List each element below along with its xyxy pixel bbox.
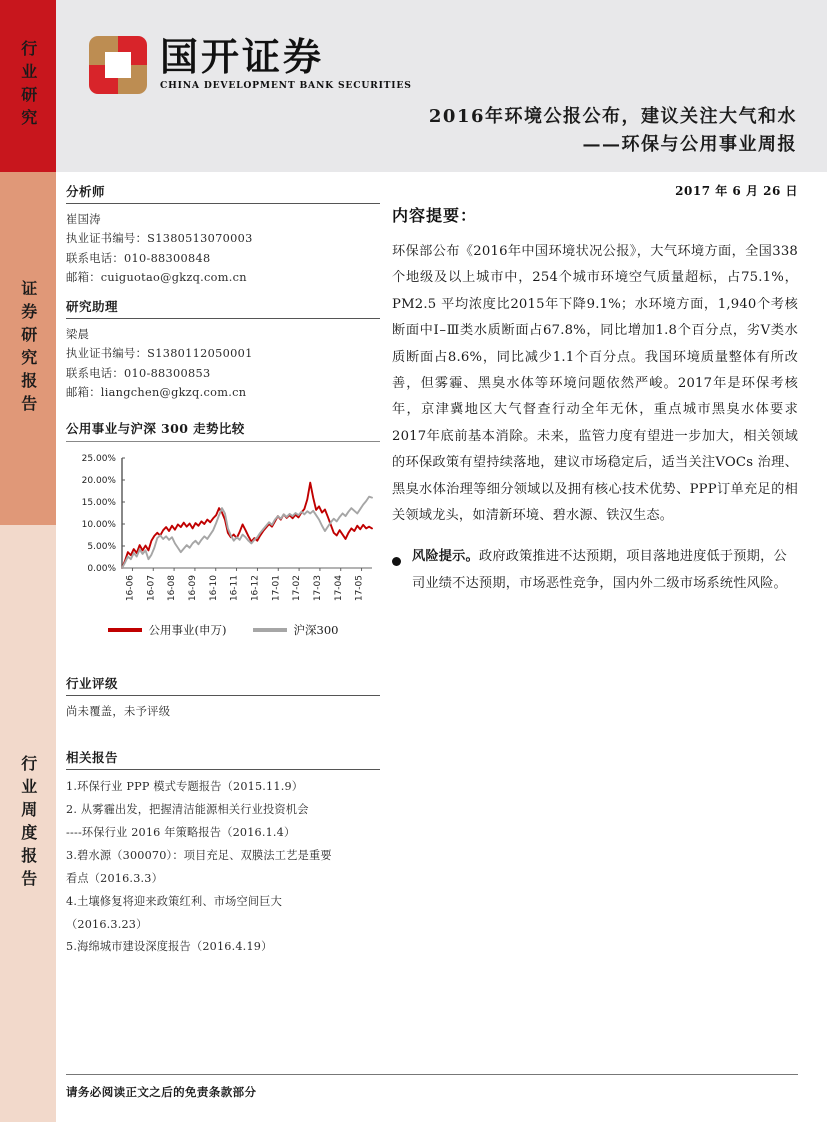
sidebar-band-label: 行业周度报告 — [18, 754, 38, 893]
svg-text:10.00%: 10.00% — [81, 520, 116, 531]
risk-text: 政府政策推进不达预期，项目落地进度低于预期，公司业绩不达预期，市场恶性竞争，国内外二级市场系统性风险。 — [412, 549, 787, 591]
divider — [66, 769, 380, 770]
logo-name-cn: 国开证券 — [160, 34, 325, 79]
svg-text:16-11: 16-11 — [229, 575, 240, 602]
bullet-dot-icon — [392, 557, 401, 566]
related-reports-list — [66, 776, 380, 960]
sidebar-band-label: 证券研究报告 — [18, 279, 38, 418]
divider — [66, 1074, 798, 1075]
risk-label: 风险提示。 — [412, 549, 479, 565]
chart-title: 公用事业与沪深 300 走势比较 — [66, 421, 245, 437]
legend-swatch-utilities — [108, 628, 142, 632]
left-sidebar — [0, 0, 56, 1122]
report-date: 2017 年 6 月 26 日 — [675, 184, 798, 198]
assistant-section-heading: 研究助理 — [66, 298, 119, 314]
summary-paragraph: 环保部公布《2016年中国环境状况公报》，大气环境方面，全国338个地级及以上城市中，254个城市环境空气质量超标，占75.1%，PM2.5 平均浓度比2015年下降9.1%；水环境方面，1,940个考核断面中Ⅰ–Ⅲ类水质断面占67.8%，同比增加1.8个百分点，劣V类水质断面占8.6%，同比减少1.1个百分点。我国环境质量整体有所改善，但雾霾、黑臭水体等环境问题依然严峻。2017年是环保考核年，京津冀地区大气督查行动全年无休，重点城市黑臭水体要求2017年底前基本消除。未来，监管力度有望进一步加大，相关领域的环保政策有望持续落地，建议市场稳定后，适当关注VOCs 治理、黑臭水体治理等细分领域以及拥有核心技术优势、PPP订单充足的相关领域龙头，如清新环境、碧水源、铁汉生态。 — [392, 244, 798, 524]
divider — [66, 203, 380, 204]
related-report-item[interactable]: 3.碧水源（300070）：项目充足、双膜法工艺是重要 — [66, 848, 332, 862]
sidebar-band-weekly-report — [0, 525, 56, 1122]
svg-text:16-09: 16-09 — [187, 575, 198, 602]
svg-text:5.00%: 5.00% — [87, 542, 116, 553]
svg-text:17-02: 17-02 — [292, 575, 303, 602]
svg-text:15.00%: 15.00% — [81, 498, 116, 509]
analyst-email[interactable]: 邮箱：cuiguotao@gkzq.com.cn — [66, 271, 247, 285]
analyst-phone: 联系电话：010-88300848 — [66, 251, 211, 265]
divider — [66, 441, 380, 442]
svg-text:17-04: 17-04 — [333, 575, 344, 602]
footer-disclaimer: 请务必阅读正文之后的免责条款部分 — [66, 1085, 257, 1099]
sidebar-band-label: 行业研究 — [18, 40, 38, 132]
title-main: 2016年环境公报公布，建议关注大气和水 — [428, 106, 797, 127]
svg-text:0.00%: 0.00% — [87, 564, 116, 575]
chart-legend — [66, 622, 380, 638]
related-report-item[interactable]: 5.海绵城市建设深度报告（2016.4.19） — [66, 940, 273, 954]
brand-logo — [89, 36, 412, 94]
related-report-item[interactable]: 看点（2016.3.3） — [66, 871, 163, 885]
assistant-phone: 联系电话：010-88300853 — [66, 366, 211, 380]
related-report-item[interactable]: 2. 从雾霾出发，把握清洁能源相关行业投资机会 — [66, 802, 309, 816]
analyst-cert: 执业证书编号：S1380513070003 — [66, 232, 253, 246]
title-subtitle: ——环保与公用事业周报 — [582, 133, 797, 155]
report-header — [56, 0, 827, 172]
divider — [66, 695, 380, 696]
assistant-cert: 执业证书编号：S1380112050001 — [66, 347, 253, 361]
svg-text:17-01: 17-01 — [271, 575, 282, 602]
svg-text:25.00%: 25.00% — [81, 454, 116, 465]
risk-bullet — [392, 544, 798, 597]
analyst-section-heading: 分析师 — [66, 184, 106, 199]
assistant-name: 梁晨 — [66, 327, 90, 341]
svg-text:16-07: 16-07 — [146, 575, 157, 602]
related-report-item[interactable]: （2016.3.23） — [66, 917, 148, 931]
rating-section-heading: 行业评级 — [66, 676, 119, 692]
svg-text:20.00%: 20.00% — [81, 476, 116, 487]
svg-text:16-08: 16-08 — [167, 575, 178, 602]
svg-text:17-03: 17-03 — [312, 575, 323, 602]
trend-comparison-chart — [66, 448, 380, 648]
right-column — [392, 182, 798, 597]
analyst-name: 崔国涛 — [66, 213, 101, 226]
sidebar-band-industry-research — [0, 0, 56, 172]
related-report-item[interactable]: 4.土壤修复将迎来政策红利、市场空间巨大 — [66, 894, 283, 908]
legend-item — [253, 622, 339, 638]
legend-label: 公用事业(申万) — [148, 623, 227, 638]
logo-name-en: CHINA DEVELOPMENT BANK SECURITIES — [160, 79, 412, 91]
related-report-item[interactable]: 1.环保行业 PPP 模式专题报告（2015.11.9） — [66, 779, 304, 793]
logo-mark-icon — [89, 36, 147, 94]
page-footer — [66, 1074, 798, 1100]
svg-text:16-10: 16-10 — [208, 575, 219, 602]
svg-text:16-12: 16-12 — [250, 575, 261, 602]
svg-text:16-06: 16-06 — [125, 575, 136, 602]
rating-value: 尚未覆盖，未予评级 — [66, 705, 171, 719]
sidebar-band-securities-report — [0, 172, 56, 525]
divider — [66, 318, 380, 319]
page-title — [267, 103, 797, 159]
legend-label: 沪深300 — [293, 623, 339, 638]
related-reports-heading: 相关报告 — [66, 749, 119, 765]
legend-swatch-csi300 — [253, 628, 287, 632]
svg-text:17-05: 17-05 — [354, 575, 365, 602]
left-column — [66, 182, 380, 959]
summary-heading: 内容提要： — [392, 206, 478, 225]
legend-item — [108, 622, 227, 638]
assistant-email[interactable]: 邮箱：liangchen@gkzq.com.cn — [66, 385, 247, 399]
related-report-item[interactable]: ----环保行业 2016 年策略报告（2016.1.4） — [66, 825, 296, 839]
